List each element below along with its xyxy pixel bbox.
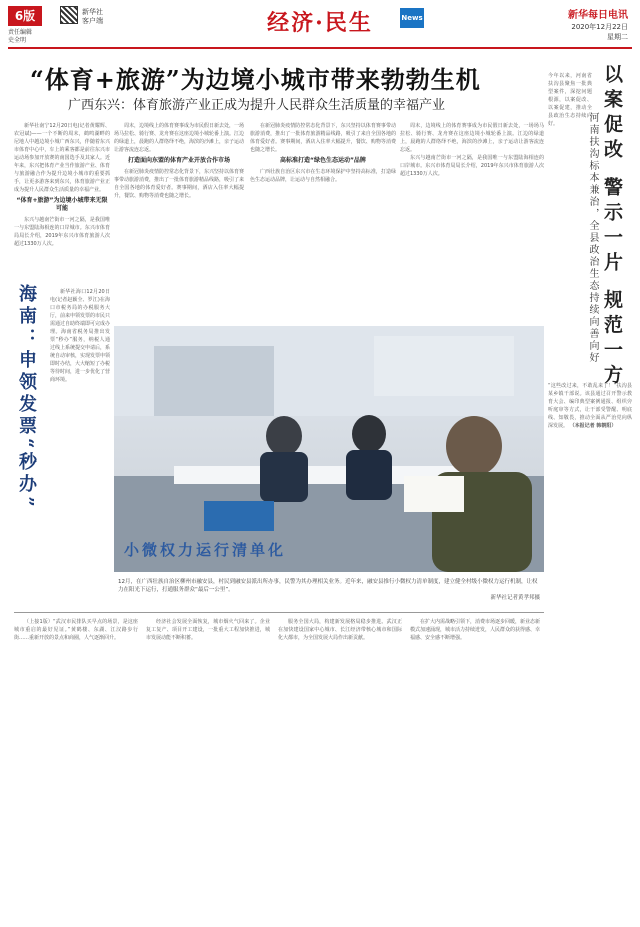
client-label-line: 客户端: [82, 17, 103, 25]
article-column-3: [250, 122, 396, 322]
right-commentary-column: [546, 52, 634, 922]
article-paragraph: 新华社南宁12月20日电(记者黄耀辉、农冠斌)——一个不断的周末，鹤鸣湖畔的尼地人中越边境小城广西东兴，伴随着东兴市体育中心中，车上的乘客都是前往东兴市运动场参加开放赛的南国选手及其家人。近年来，东兴把体育产业当作旅游产业、体育与旅游融合作为提升边境小城市的重要抓手，让更多游客来到东兴，体育旅游产业正成为提升人民群众生活质量的幸福产业。: [14, 123, 110, 193]
client-label-line: 新华社: [82, 8, 103, 16]
photo-illustration: [114, 326, 544, 572]
page-number-badge: 6版: [8, 6, 42, 26]
commentary-body-lower: [548, 382, 632, 430]
header-rule: [8, 47, 632, 49]
article-paragraph: 在扩大内需战略引领下，消费市场逐步回暖，新业态新模式加速涌现，城市活力持续迸发，人民群众的获得感、幸福感、安全感不断增强。: [410, 619, 540, 641]
editor-line: 责任编辑: [8, 29, 33, 36]
main-subhead: 广西东兴：体育旅游产业正成为提升人民群众生活质量的幸福产业: [68, 98, 446, 113]
commentary-subtitle: 河南扶沟标本兼治，全县政治生态持续向善向好: [587, 112, 598, 364]
article-paragraph: 周末，边境线上的体育赛事成为市民假日新去处，一场场马拉松、骑行赛、龙舟赛在这座边境小城轮番上演。江边的绿道上，晨跑的人群络绎不绝，海滨的沙滩上，亲子运动让游客流连忘返。: [114, 123, 244, 153]
article-column-1: [14, 122, 110, 280]
section-title: 经济·民生: [267, 10, 373, 36]
hainan-story-body: [50, 288, 110, 608]
commentary-paragraph: “这些改过来，不敢乱来了！”扶沟县某乡镇干部说。该县通过召开警示教育大会、编印典型案例通报、组织旁听庭审等方式，让干部受警醒、明底线、知敬畏，推动全面从严治党向纵深发展。: [548, 383, 632, 429]
masthead: [0, 0, 640, 52]
lower-column-2: [146, 618, 270, 918]
weekday-line: 星期二: [607, 33, 628, 41]
date-line: 2020年12月22日: [571, 23, 628, 31]
lower-column-3: [278, 618, 402, 918]
commentary-body-top: 今年以来，河南省扶沟县聚焦一批典型案件，深挖问题根源，以案促改、以案促建，推动全县政治生态持续向好。: [548, 73, 592, 127]
photo-caption-text: 12月，在广西壮族自治区柳州市融安县，村民到融安县派出所办事，民警为其办理相关业务。近年来，融安县推行小微权力清单制度，建立健全村级小微权力运行机制，让权力在阳光下运行，打通服务群众“最后一公里”。: [118, 579, 538, 593]
article-subheading: “体育+旅游”为边境小城带来无限可能: [16, 197, 108, 212]
article-paragraph: 新华社海口12月20日电(记者赵颖全、罗江)在海口市税务局的办税服务大厅，前来申领发票的市民只需通过自助终端即可完成办理。海南省税务局推出发票“秒办”服务，纳税人通过线上系统提交申请后，系统自动审核，实现发票申领即时办结，大大缩短了办税等待时间，进一步优化了营商环境。: [50, 289, 110, 383]
news-logo-icon: News: [400, 8, 424, 28]
article-column-4: [400, 122, 544, 322]
article-paragraph: 在新冠肺炎疫情防控常态化背景下，东兴坚持以体育赛事带动旅游消费，推出了一批体育旅游精品线路，吸引了来自全国各地的体育爱好者。赛事期间，酒店入住率大幅提升，餐饮、购物等消费也随之增长。: [250, 123, 396, 153]
commentary-title: 以案促改 警示一片 规范一方: [601, 64, 623, 390]
photo-inset-title: 小微权力运行清单化: [124, 541, 287, 559]
news-photo: [114, 326, 544, 572]
article-paragraph: 东兴与越南芒街市一河之隔，是我国唯一与东盟陆海相连的口岸城市。东兴市体育局局长介绍，2019年东兴市体育旅游人次超过1330万人次。: [400, 155, 544, 177]
photo-credit: 新华社记者黄孝邦摄: [490, 595, 540, 601]
section-divider: [14, 612, 544, 613]
article-paragraph: 经济社会发展全面恢复，城市烟火气回来了。企业复工复产、项目开工建设，一批重大工程加快推进，城市发展动能不断积蓄。: [146, 619, 270, 641]
article-subheading: 打造面向东盟的体育产业开放合作市场: [127, 157, 230, 164]
article-subheading: 高标准打造“绿色生态运动”品牌: [280, 157, 366, 164]
article-paragraph: （上接1版）“武汉市民排队买早点的场景，是这座城市重启的最好见证。”黄鹤楼、东湖、江汉路步行街……重新开放的景点和商圈，人气逐渐回升。: [14, 619, 138, 641]
editor-line: 史全明: [8, 37, 27, 44]
article-column-2: [114, 122, 244, 322]
article-paragraph: 在新冠肺炎疫情防控常态化背景下，东兴坚持以体育赛事带动旅游消费，推出了一批体育旅游精品线路，吸引了来自全国各地的体育爱好者。赛事期间，酒店入住率大幅提升，餐饮、购物等消费也随之增长。: [114, 169, 244, 199]
newspaper-name: 新华每日电讯: [568, 10, 628, 21]
main-headline: “体育+旅游”为边境小城市带来勃勃生机: [30, 65, 481, 94]
article-paragraph: 东兴与越南芒街市一河之隔，是我国唯一与东盟陆海相连的口岸城市。东兴市体育局局长介绍，2019年东兴市体育旅游人次超过1330万人次。: [14, 217, 110, 247]
article-paragraph: 服务全国大局，构建新发展格局稳步推进。武汉正在加快建设国家中心城市、长江经济带核心城市和国际化大都市，为全国发展大局作出新贡献。: [278, 619, 402, 641]
lower-column-4: [410, 618, 540, 918]
issue-date: [571, 22, 628, 42]
lower-column-1: [14, 618, 138, 918]
article-paragraph: 周末，边境线上的体育赛事成为市民假日新去处，一场场马拉松、骑行赛、龙舟赛在这座边境小城轮番上演。江边的绿道上，晨跑的人群络绎不绝，海滨的沙滩上，亲子运动让游客流连忘返。: [400, 123, 544, 153]
photo-caption: [114, 576, 544, 608]
hainan-story-title: 海南：申领发票“秒办”: [16, 284, 37, 511]
article-paragraph: 广西壮族自治区东兴市在生态环境保护中坚持高标准，打造绿色生态运动品牌，让运动与自然相融合。: [250, 169, 396, 183]
commentary-author: （本报记者 韩朝阳）: [569, 423, 617, 429]
